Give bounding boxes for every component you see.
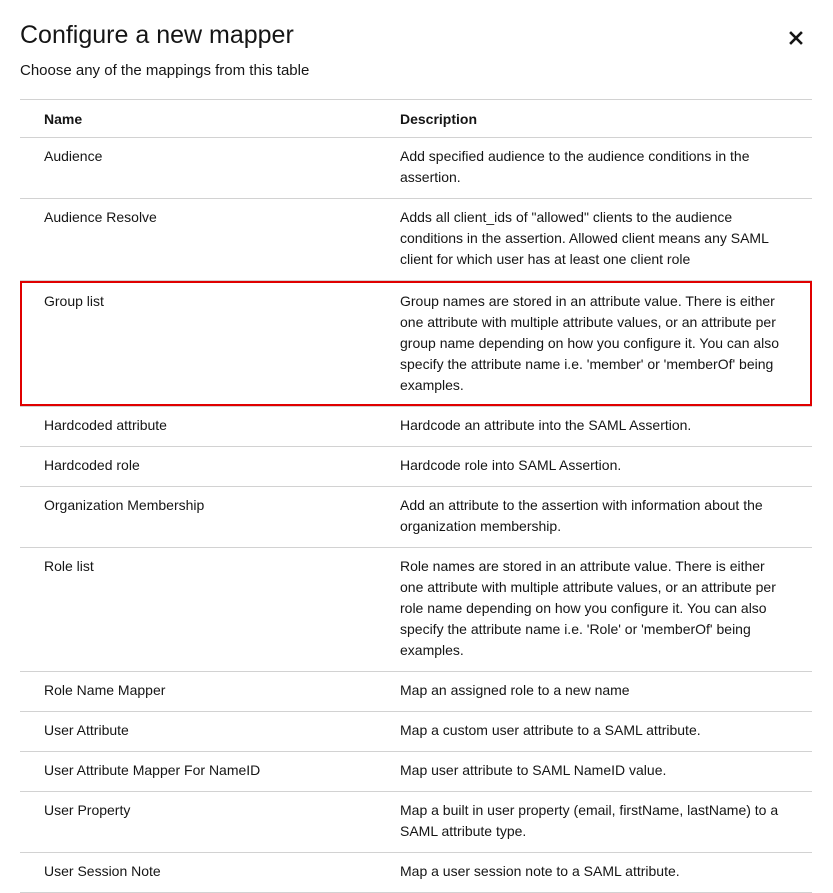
row-name[interactable]: Audience <box>20 138 400 199</box>
table-row-hardcoded-role[interactable] <box>20 447 812 487</box>
modal-title: Configure a new mapper <box>20 21 294 49</box>
row-name[interactable]: User Property <box>20 792 400 853</box>
row-description: Hardcode an attribute into the SAML Assertion. <box>400 407 812 447</box>
table-row-user-session-note[interactable] <box>20 853 812 893</box>
table-row-role-list[interactable] <box>20 548 812 672</box>
table-row-audience-resolve[interactable] <box>20 199 812 281</box>
close-icon <box>789 31 803 45</box>
table-header-row <box>20 100 812 138</box>
row-name[interactable]: Hardcoded attribute <box>20 407 400 447</box>
row-name[interactable]: Role Name Mapper <box>20 672 400 712</box>
mapper-table-container <box>20 99 812 893</box>
row-name[interactable]: Role list <box>20 548 400 672</box>
table-row-organization-membership[interactable] <box>20 487 812 548</box>
table-row-user-attribute-mapper-nameid[interactable] <box>20 752 812 792</box>
row-description: Role names are stored in an attribute value. There is either one attribute with multiple attribute values, or an attribute per role name depending on how you configure it. You can also specify the attribute name i.e. 'Role' or 'memberOf' being examples. <box>400 548 812 672</box>
column-header-name: Name <box>20 100 400 138</box>
row-name[interactable]: Organization Membership <box>20 487 400 548</box>
column-header-description: Description <box>400 100 812 138</box>
table-row-user-attribute[interactable] <box>20 712 812 752</box>
row-description: Map a custom user attribute to a SAML attribute. <box>400 712 812 752</box>
row-description: Map an assigned role to a new name <box>400 672 812 712</box>
row-description: Group names are stored in an attribute value. There is either one attribute with multiple attribute values, or an attribute per group name depending on how you configure it. You can also specify the attribute name i.e. 'member' or 'memberOf' being examples. <box>400 281 812 407</box>
row-description: Add specified audience to the audience conditions in the assertion. <box>400 138 812 199</box>
row-name[interactable]: User Attribute Mapper For NameID <box>20 752 400 792</box>
table-row-group-list[interactable] <box>20 281 812 407</box>
table-row-role-name-mapper[interactable] <box>20 672 812 712</box>
table-row-hardcoded-attribute[interactable] <box>20 407 812 447</box>
row-name[interactable]: Hardcoded role <box>20 447 400 487</box>
modal-subtitle: Choose any of the mappings from this table <box>20 62 310 79</box>
mapper-table <box>20 99 812 893</box>
table-row-user-property[interactable] <box>20 792 812 853</box>
row-description: Map user attribute to SAML NameID value. <box>400 752 812 792</box>
row-description: Adds all client_ids of "allowed" clients to the audience conditions in the assertion. Allowed client means any SAML client for which user has at least one client role <box>400 199 812 281</box>
row-name[interactable]: Group list <box>20 281 400 407</box>
row-description: Map a user session note to a SAML attribute. <box>400 853 812 893</box>
row-description: Hardcode role into SAML Assertion. <box>400 447 812 487</box>
row-description: Map a built in user property (email, firstName, lastName) to a SAML attribute type. <box>400 792 812 853</box>
table-row-audience[interactable] <box>20 138 812 199</box>
row-name[interactable]: User Attribute <box>20 712 400 752</box>
row-name[interactable]: Audience Resolve <box>20 199 400 281</box>
close-button[interactable] <box>782 24 810 52</box>
row-name[interactable]: User Session Note <box>20 853 400 893</box>
row-description: Add an attribute to the assertion with information about the organization membership. <box>400 487 812 548</box>
